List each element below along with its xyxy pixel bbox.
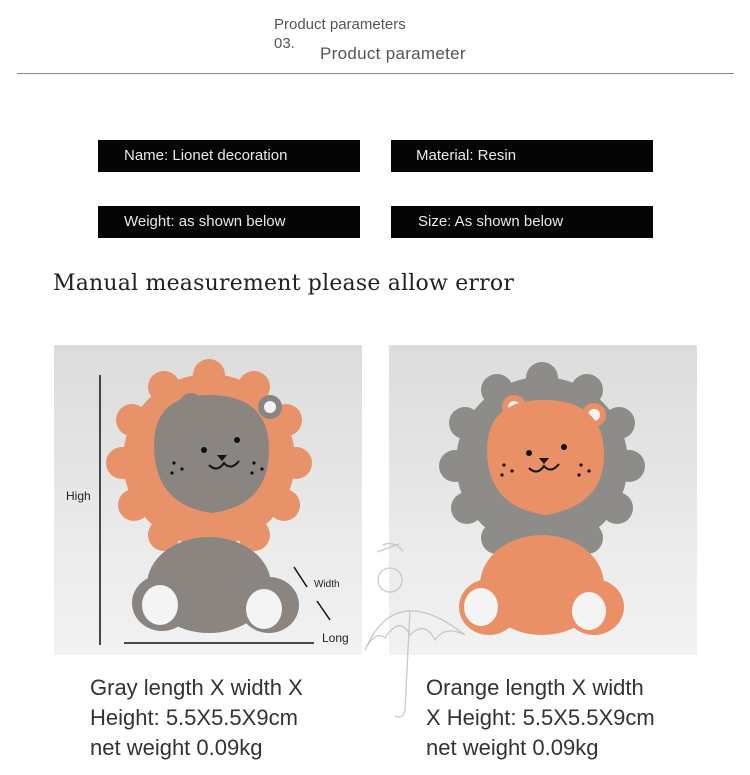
caption-gray [90, 673, 303, 763]
caption-line: Gray length X width X [90, 675, 303, 700]
section-number: 03. [274, 35, 295, 52]
header-divider [17, 73, 734, 74]
gray-lion-illustration [54, 345, 362, 655]
dim-label-width: Width [314, 579, 340, 590]
caption-line: Height: 5.5X5.5X9cm [90, 705, 298, 730]
dim-label-long: Long [322, 631, 349, 645]
product-photo-gray [54, 345, 362, 655]
caption-line: net weight 0.09kg [426, 735, 599, 760]
param-material: Material: Resin [391, 140, 653, 172]
section-subtitle: Product parameter [320, 44, 466, 63]
measurement-notice: Manual measurement please allow error [53, 271, 515, 296]
caption-line: X Height: 5.5X5.5X9cm [426, 705, 655, 730]
section-title: Product parameters [274, 16, 406, 33]
caption-line: net weight 0.09kg [90, 735, 263, 760]
param-weight: Weight: as shown below [98, 206, 360, 238]
caption-orange [426, 673, 655, 763]
caption-line: Orange length X width [426, 675, 644, 700]
param-size: Size: As shown below [391, 206, 653, 238]
dim-label-high: High [66, 489, 91, 503]
param-name: Name: Lionet decoration [98, 140, 360, 172]
